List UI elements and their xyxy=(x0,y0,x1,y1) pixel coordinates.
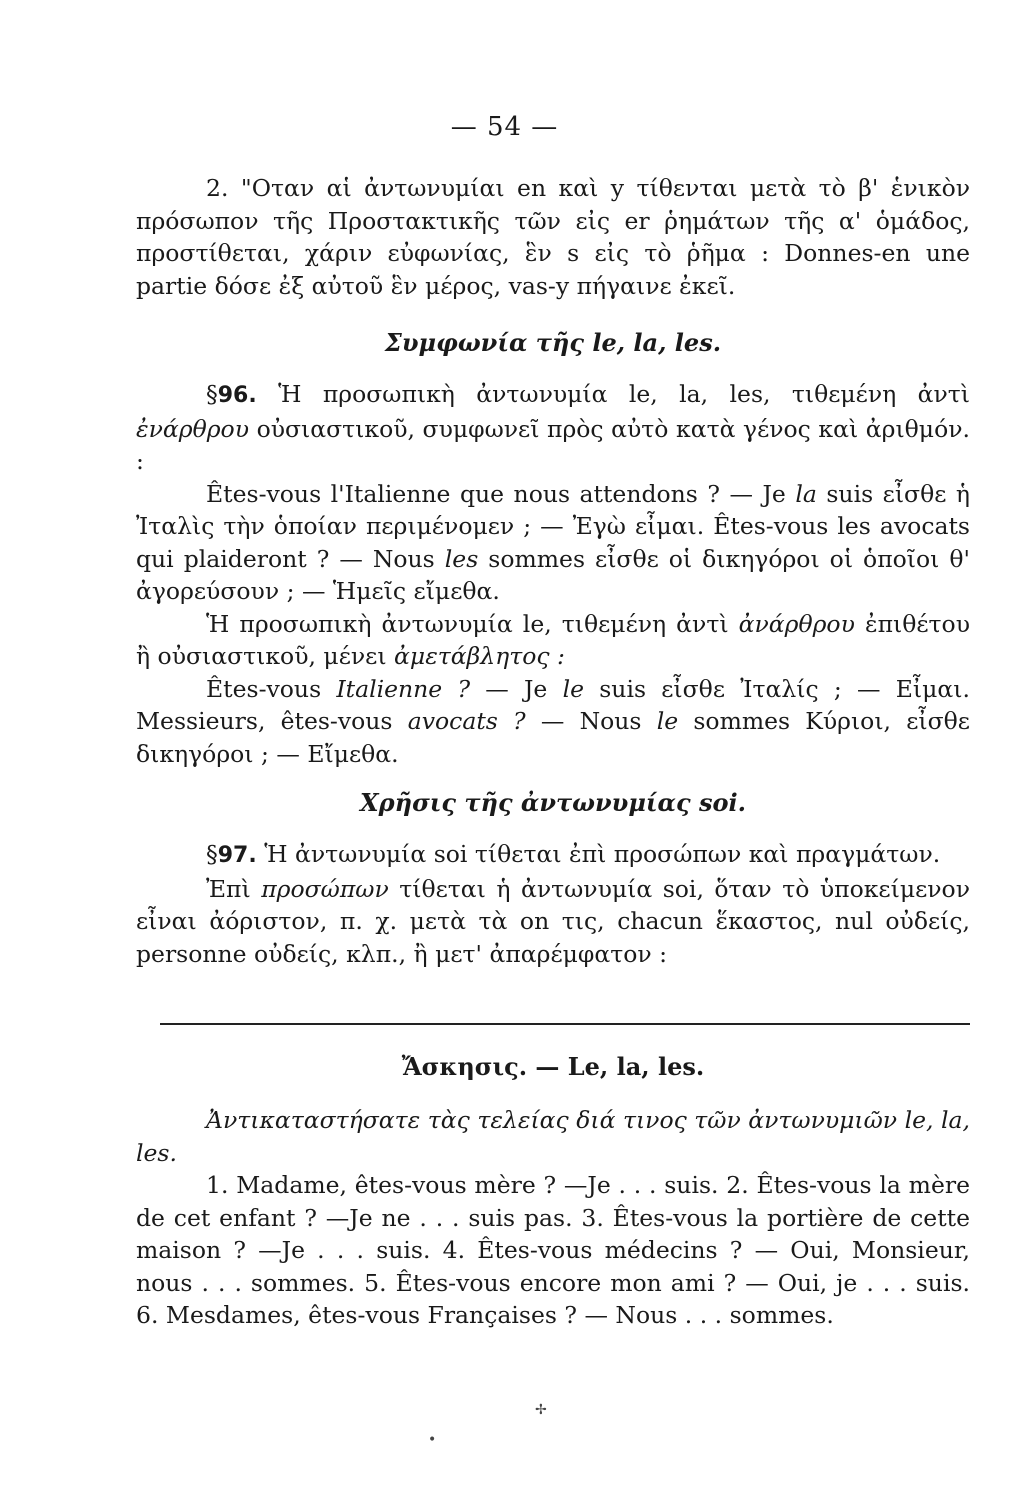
text-run: Ἡ προσωπικὴ ἀντωνυμία le, τιθεμένη ἀντὶ xyxy=(206,609,729,638)
section-96-intro xyxy=(136,378,970,478)
text-run: Êtes-vous l'Italienne que nous attendons ? — Je xyxy=(206,479,786,508)
emphasis: le xyxy=(562,674,585,703)
exercise-instruction: Ἀντικαταστήσατε τὰς τελείας διά τινος τῶν ἀντωνυμιῶν le, la, les. xyxy=(136,1106,970,1167)
emphasis: la xyxy=(795,479,817,508)
text-run: Ἐπὶ xyxy=(206,874,251,903)
example-2 xyxy=(136,673,970,771)
page-number: — 54 — xyxy=(450,112,559,142)
emphasis: ἐνάρθρου xyxy=(136,414,249,443)
divider-rule xyxy=(160,1023,970,1025)
section-sign: § xyxy=(206,380,218,408)
text-run: — Je xyxy=(485,674,548,703)
text-run: — Nous xyxy=(540,707,642,735)
exercise xyxy=(136,1104,970,1332)
example-1 xyxy=(136,478,970,608)
ink-dot-icon: • xyxy=(428,1432,437,1448)
emphasis: les xyxy=(444,544,479,573)
text-run: Ἡ προσωπικὴ ἀντωνυμία le, la, les, τιθεμένη ἀντὶ xyxy=(278,380,970,408)
text-run: Êtes-vous xyxy=(206,674,322,703)
printer-mark-icon: ✢ xyxy=(535,1402,547,1418)
text-run: sommes εἶσθε οἱ δικηγόροι οἱ ὁποῖοι θ' ἀγορεύσουν ; — Ἡμεῖς εἴμεθα. xyxy=(136,544,970,605)
heading-agreement: Συμφωνία τῆς le, la, les. xyxy=(384,328,722,357)
paragraph-2-text: 2. "Οταν αἱ ἀντωνυμίαι en καὶ y τίθενται μετὰ τὸ β' ἑνικὸν πρόσωπον τῆς Προστακτικῆς τῶν εἰς er ῥημάτων τῆς α' ὁμάδος, προστίθεται, χάριν εὐφωνίας, ἓν s εἰς τὸ ῥῆμα : Donnes-en une partie δόσε ἐξ αὐτοῦ ἓν μέρος, vas-y πήγαινε ἐκεῖ. xyxy=(136,174,970,300)
paragraph-2 xyxy=(136,172,970,302)
emphasis: προσώπων xyxy=(261,874,389,903)
text-run: ἐπιθέτου ἢ οὐσιαστικοῦ, μένει xyxy=(136,609,970,670)
section-number: 97. xyxy=(217,843,257,868)
emphasis: avocats ? xyxy=(407,707,526,735)
text-run: sommes Κύριοι, εἶσθε δικηγόροι ; — Εἴμεθα. xyxy=(136,707,970,768)
emphasis: ἀμετάβλητος : xyxy=(394,642,565,670)
emphasis: ἀνάρθρου xyxy=(738,609,855,638)
section-number: 96. xyxy=(217,383,257,408)
heading-soi: Χρῆσις τῆς ἀντωνυμίας soi. xyxy=(360,788,746,817)
text-run: suis εἶσθε ἡ Ἰταλὶς τὴν ὁποίαν περιμένομεν ; — Ἐγὼ εἶμαι. Êtes-vous les avocats qui plaideront ? — Nous xyxy=(136,479,970,573)
text-run: Ἡ ἀντωνυμία soi τίθεται ἐπὶ προσώπων καὶ πραγμάτων. xyxy=(264,840,941,868)
section-sign: § xyxy=(206,840,218,868)
exercise-title: Ἄσκησις. — Le, la, les. xyxy=(401,1052,705,1081)
emphasis: Italienne ? xyxy=(336,674,471,703)
text-run: οὐσιαστικοῦ, συμφωνεῖ πρὸς αὐτὸ κατὰ γένος καὶ ἀριθμόν. : xyxy=(136,414,970,475)
rule-2 xyxy=(136,608,970,673)
section-97 xyxy=(136,838,970,970)
exercise-text: 1. Madame, êtes-vous mère ? —Je . . . suis. 2. Êtes-vous la mère de cet enfant ? —Je ne . . . suis pas. 3. Êtes-vous la portière de cette maison ? —Je . . . suis. 4. Êtes-vous médecins ? — Oui, Monsieur, nous . . . sommes. 5. Êtes-vous encore mon ami ? — Oui, je . . . suis. 6. Mesdames, êtes-vous Françaises ? — Nous . . . sommes. xyxy=(136,1171,970,1329)
text-run: suis εἶσθε Ἰταλίς ; — Εἶμαι. Messieurs, êtes-vous xyxy=(136,674,970,735)
section-96 xyxy=(136,378,970,770)
section-97-persons xyxy=(136,873,970,971)
section-97-intro xyxy=(136,838,970,873)
text-run: τίθεται ἡ ἀντωνυμία soi, ὅταν τὸ ὑποκείμενον εἶναι ἀόριστον, π. χ. μετὰ τὰ on τις, chacun ἕκαστος, nul οὐδείς, personne οὐδείς, κλπ., ἢ μετ' ἀπαρέμφατον : xyxy=(136,874,970,968)
emphasis: le xyxy=(656,707,679,735)
